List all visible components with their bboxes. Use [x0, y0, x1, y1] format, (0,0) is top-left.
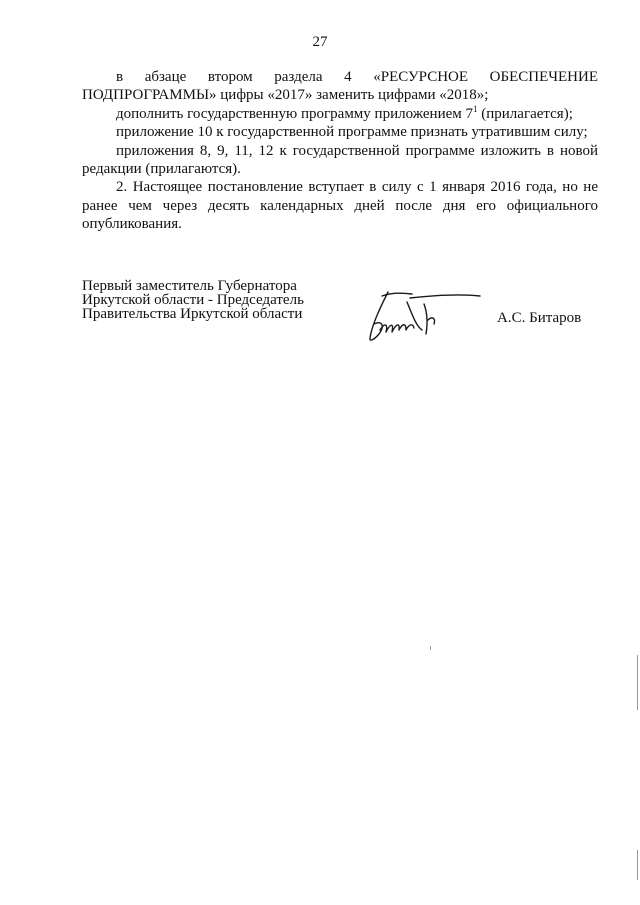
scan-edge-mark [637, 850, 638, 880]
paragraph-resource-section: в абзаце втором раздела 4 «РЕСУРСНОЕ ОБЕСПЕЧЕНИЕ ПОДПРОГРАММЫ» цифры «2017» заменить цифрами «2018»; [82, 69, 598, 104]
signatory-title-line-3: Правительства Иркутской области [82, 305, 303, 322]
signatory-title-line-2: Иркутской области - Председатель [82, 291, 304, 308]
superscript-index: 1 [473, 103, 478, 114]
paragraph-appendix-7-1-text: дополнить государственную программу приложением 7 [116, 105, 473, 122]
paragraph-appendix-7-1-tail: (прилагается); [477, 105, 573, 122]
signatory-title [82, 280, 304, 321]
scan-dust-mark [430, 646, 431, 650]
scan-edge-mark [637, 655, 638, 710]
document-body [82, 68, 598, 234]
paragraph-effective-date: 2. Настоящее постановление вступает в силу с 1 января 2016 года, но не ранее чем через десять календарных дней после дня его официального опубликования. [82, 179, 598, 233]
paragraph-appendix-10-void: приложение 10 к государственной программе признать утратившим силу; [116, 124, 588, 141]
paragraph-appendices-new-edition: приложения 8, 9, 11, 12 к государственной программе изложить в новой редакции (прилагаются). [82, 142, 598, 178]
signatory-name: А.С. Битаров [497, 310, 582, 326]
signatory-title-line-1: Первый заместитель Губернатора [82, 278, 297, 294]
page-number: 27 [312, 34, 328, 50]
handwritten-signature [352, 284, 492, 344]
paragraph-appendix-7-1 [82, 105, 598, 123]
